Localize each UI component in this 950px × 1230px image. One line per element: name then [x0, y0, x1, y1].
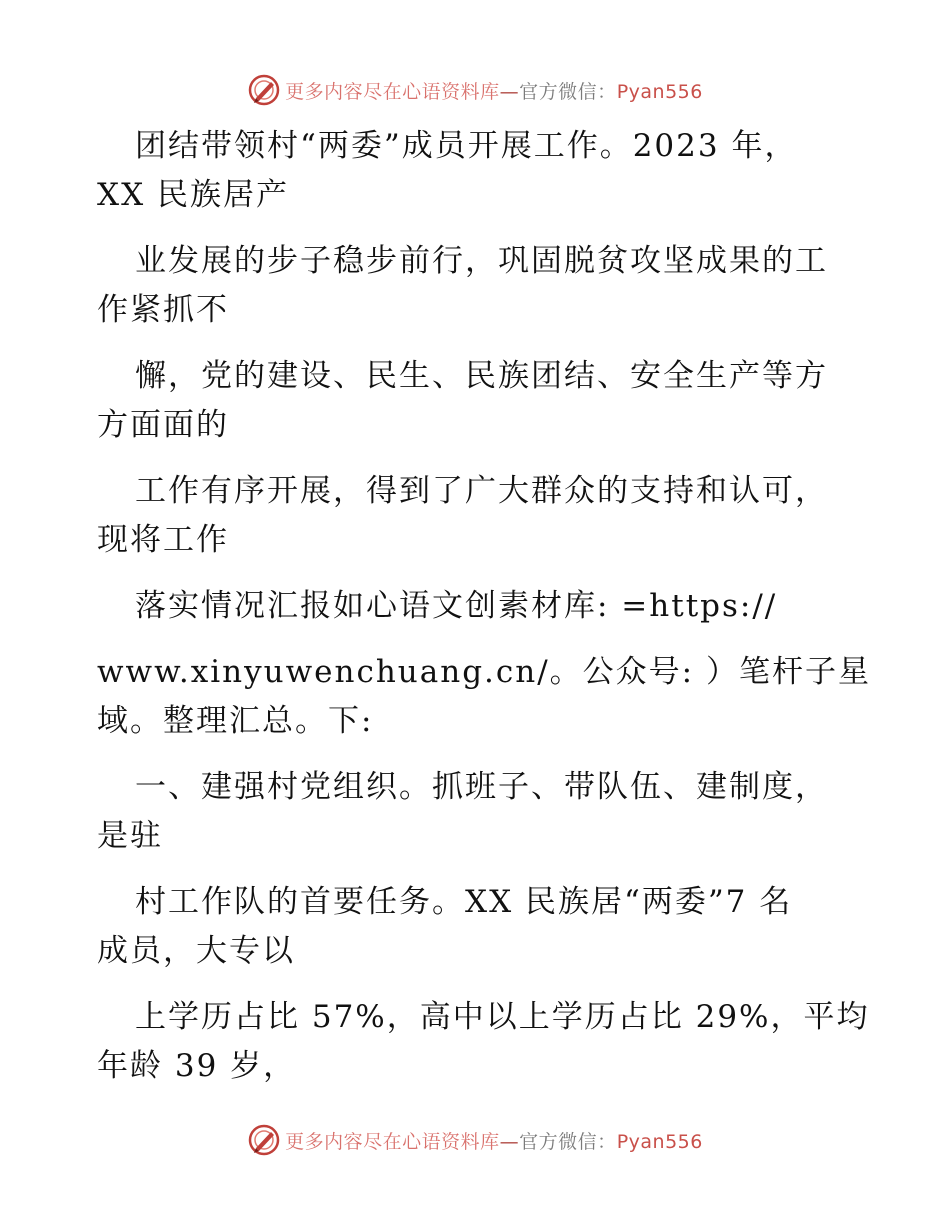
banner-dash: — — [499, 80, 520, 103]
text-line: 现将工作 — [97, 522, 229, 558]
text-line: 村工作队的首要任务。XX 民族居“两委”7 名 — [135, 884, 793, 920]
header-banner — [0, 70, 950, 110]
text-line: 上学历占比 57%，高中以上学历占比 29%，平均 — [135, 999, 870, 1035]
banner-main-text: 更多内容尽在心语资料库 — [285, 1130, 500, 1153]
footer-banner-text — [285, 1127, 703, 1154]
banner-dash: — — [499, 1130, 520, 1153]
text-line: 作紧抓不 — [97, 292, 229, 328]
pen-circle-logo-icon — [247, 73, 281, 107]
text-line: 是驻 — [97, 818, 163, 854]
document-body — [97, 122, 897, 1091]
text-line: 落实情况汇报如心语文创素材库: =https:// — [135, 588, 778, 624]
text-line: www.xinyuwenchuang.cn/。公众号: ）笔杆子星 — [97, 654, 871, 690]
banner-official-label: 官方微信： — [519, 80, 617, 103]
header-banner-text — [285, 77, 703, 104]
banner-wechat-id: Pyan556 — [616, 80, 703, 103]
banner-wechat-id: Pyan556 — [616, 1130, 703, 1153]
footer-banner — [0, 1120, 950, 1160]
text-line: XX 民族居产 — [97, 177, 289, 213]
banner-main-text: 更多内容尽在心语资料库 — [285, 80, 500, 103]
text-line: 业发展的步子稳步前行，巩固脱贫攻坚成果的工 — [135, 243, 828, 279]
text-line: 域。整理汇总。下: — [97, 703, 374, 739]
banner-official-label: 官方微信： — [519, 1130, 617, 1153]
text-line: 成员，大专以 — [97, 933, 295, 969]
text-line: 工作有序开展，得到了广大群众的支持和认可， — [135, 473, 828, 509]
text-line: 懈，党的建设、民生、民族团结、安全生产等方 — [135, 358, 828, 394]
pen-circle-logo-icon — [247, 1123, 281, 1157]
text-line: 方面面的 — [97, 407, 229, 443]
text-line: 年龄 39 岁， — [97, 1048, 297, 1084]
text-line: 一、建强村党组织。抓班子、带队伍、建制度， — [135, 769, 828, 805]
text-line: 团结带领村“两委”成员开展工作。2023 年， — [135, 128, 798, 164]
